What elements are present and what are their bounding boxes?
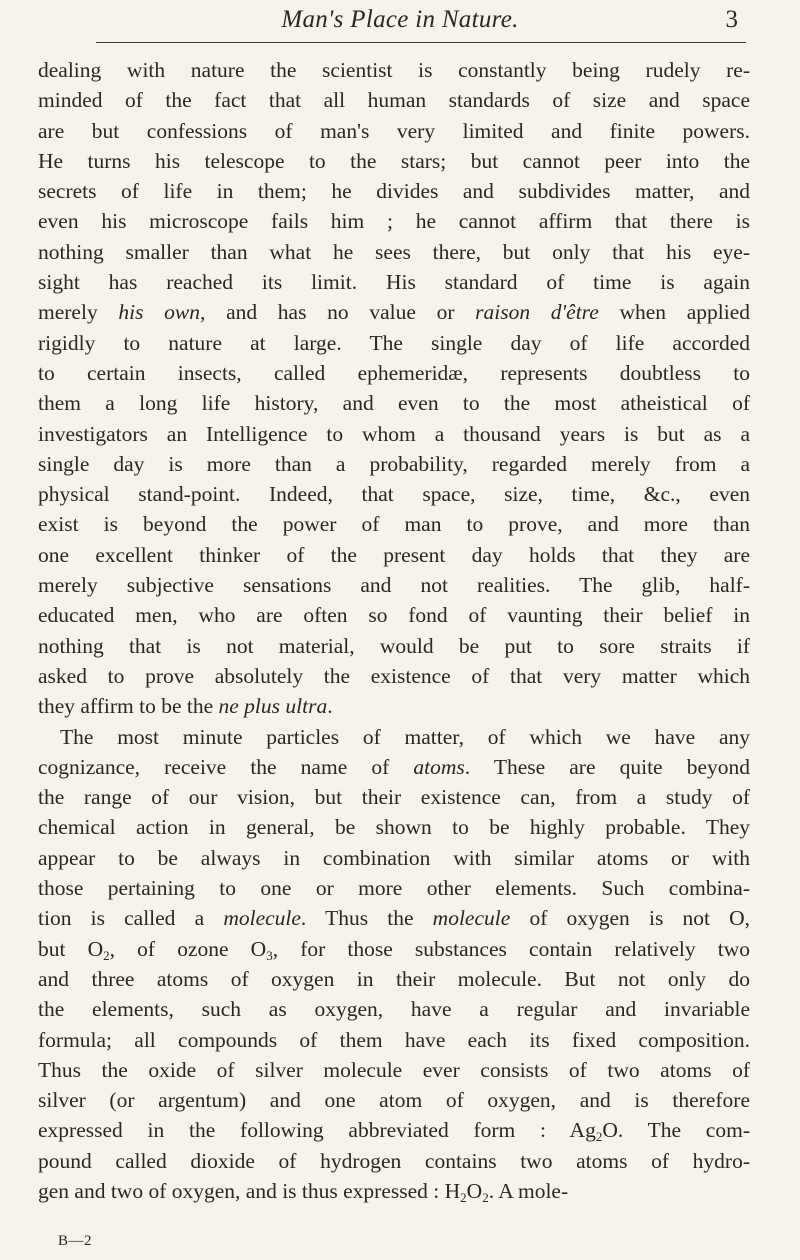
text-line: they affirm to be the ne plus ultra. (38, 694, 333, 719)
text-line: rigidly to nature at large. The single day of life accorded (38, 330, 750, 355)
text-line: chemical action in general, be shown to be highly probable. They (38, 815, 750, 840)
text-line: asked to prove absolutely the existence of that very matter which (38, 663, 750, 688)
text-line: silver (or argentum) and one atom of oxygen, and is therefore (38, 1088, 750, 1113)
text-line: merely his own, and has no value or raison d'être when applied (38, 300, 751, 325)
text-line: even his microscope fails him ; he cannot affirm that there is (38, 209, 750, 234)
signature-mark: B—2 (58, 1233, 93, 1249)
header-rule (96, 42, 746, 43)
text-line: and three atoms of oxygen in their molecule. But not only do (38, 966, 750, 991)
text-line: the range of our vision, but their existence can, from a study of (38, 785, 750, 810)
text-line: pound called dioxide of hydrogen contains two atoms of hydro- (38, 1148, 750, 1173)
text-line: nothing smaller than what he sees there, but only that his eye- (38, 239, 750, 264)
text-line: formula; all compounds of them have each its fixed composition. (38, 1027, 750, 1052)
text-line: nothing that is not material, would be put to sore straits if (38, 633, 750, 658)
text-line: expressed in the following abbreviated form : $Ag_2O$. The com- (38, 1118, 750, 1145)
text-line: are but confessions of man's very limited and finite powers. (38, 118, 750, 143)
text-line: single day is more than a probability, regarded merely from a (38, 451, 750, 476)
text-line: appear to be always in combination with similar atoms or with (38, 845, 750, 870)
text-line: dealing with nature the scientist is constantly being rudely re- (38, 58, 750, 82)
text-line: cognizance, receive the name of atoms. These are quite beyond (38, 754, 750, 779)
text-line: exist is beyond the power of man to prove, and more than (38, 512, 750, 537)
text-line: educated men, who are often so fond of vaunting their belief in (38, 603, 750, 628)
text-line: one excellent thinker of the present day holds that they are (38, 542, 750, 567)
text-line: but $O_2$, of ozone $O_3$, for those substances contain relatively two (38, 936, 751, 963)
text-line: secrets of life in them; he divides and subdivides matter, and (38, 179, 750, 204)
text-line: gen and two of oxygen, and is thus expressed : $H_2O_2$. A mole- (38, 1178, 569, 1205)
text-line: those pertaining to one or more other elements. Such combina- (38, 876, 750, 901)
page-number: 3 (725, 6, 738, 33)
running-head (0, 6, 800, 46)
text-line: sight has reached its limit. His standard of time is again (38, 270, 750, 295)
text-line: to certain insects, called ephemeridæ, represents doubtless to (38, 360, 750, 385)
text-line: physical stand-point. Indeed, that space, size, time, &c., even (38, 482, 750, 507)
running-title: Man's Place in Nature. (281, 6, 519, 33)
text-line: He turns his telescope to the stars; but cannot peer into the (38, 148, 750, 173)
text-line: minded of the fact that all human standards of size and space (38, 88, 750, 113)
text-line: Thus the oxide of silver molecule ever consists of two atoms of (38, 1057, 750, 1082)
text-line: tion is called a molecule. Thus the molecule of oxygen is not O, (38, 906, 751, 931)
text-line: investigators an Intelligence to whom a thousand years is but as a (38, 421, 750, 446)
body-text (38, 55, 750, 1206)
text-line: them a long life history, and even to the most atheistical of (38, 391, 750, 416)
text-line: merely subjective sensations and not realities. The glib, half- (38, 573, 750, 598)
text-line: The most minute particles of matter, of which we have any (60, 724, 750, 749)
text-line: the elements, such as oxygen, have a regular and invariable (38, 997, 750, 1022)
